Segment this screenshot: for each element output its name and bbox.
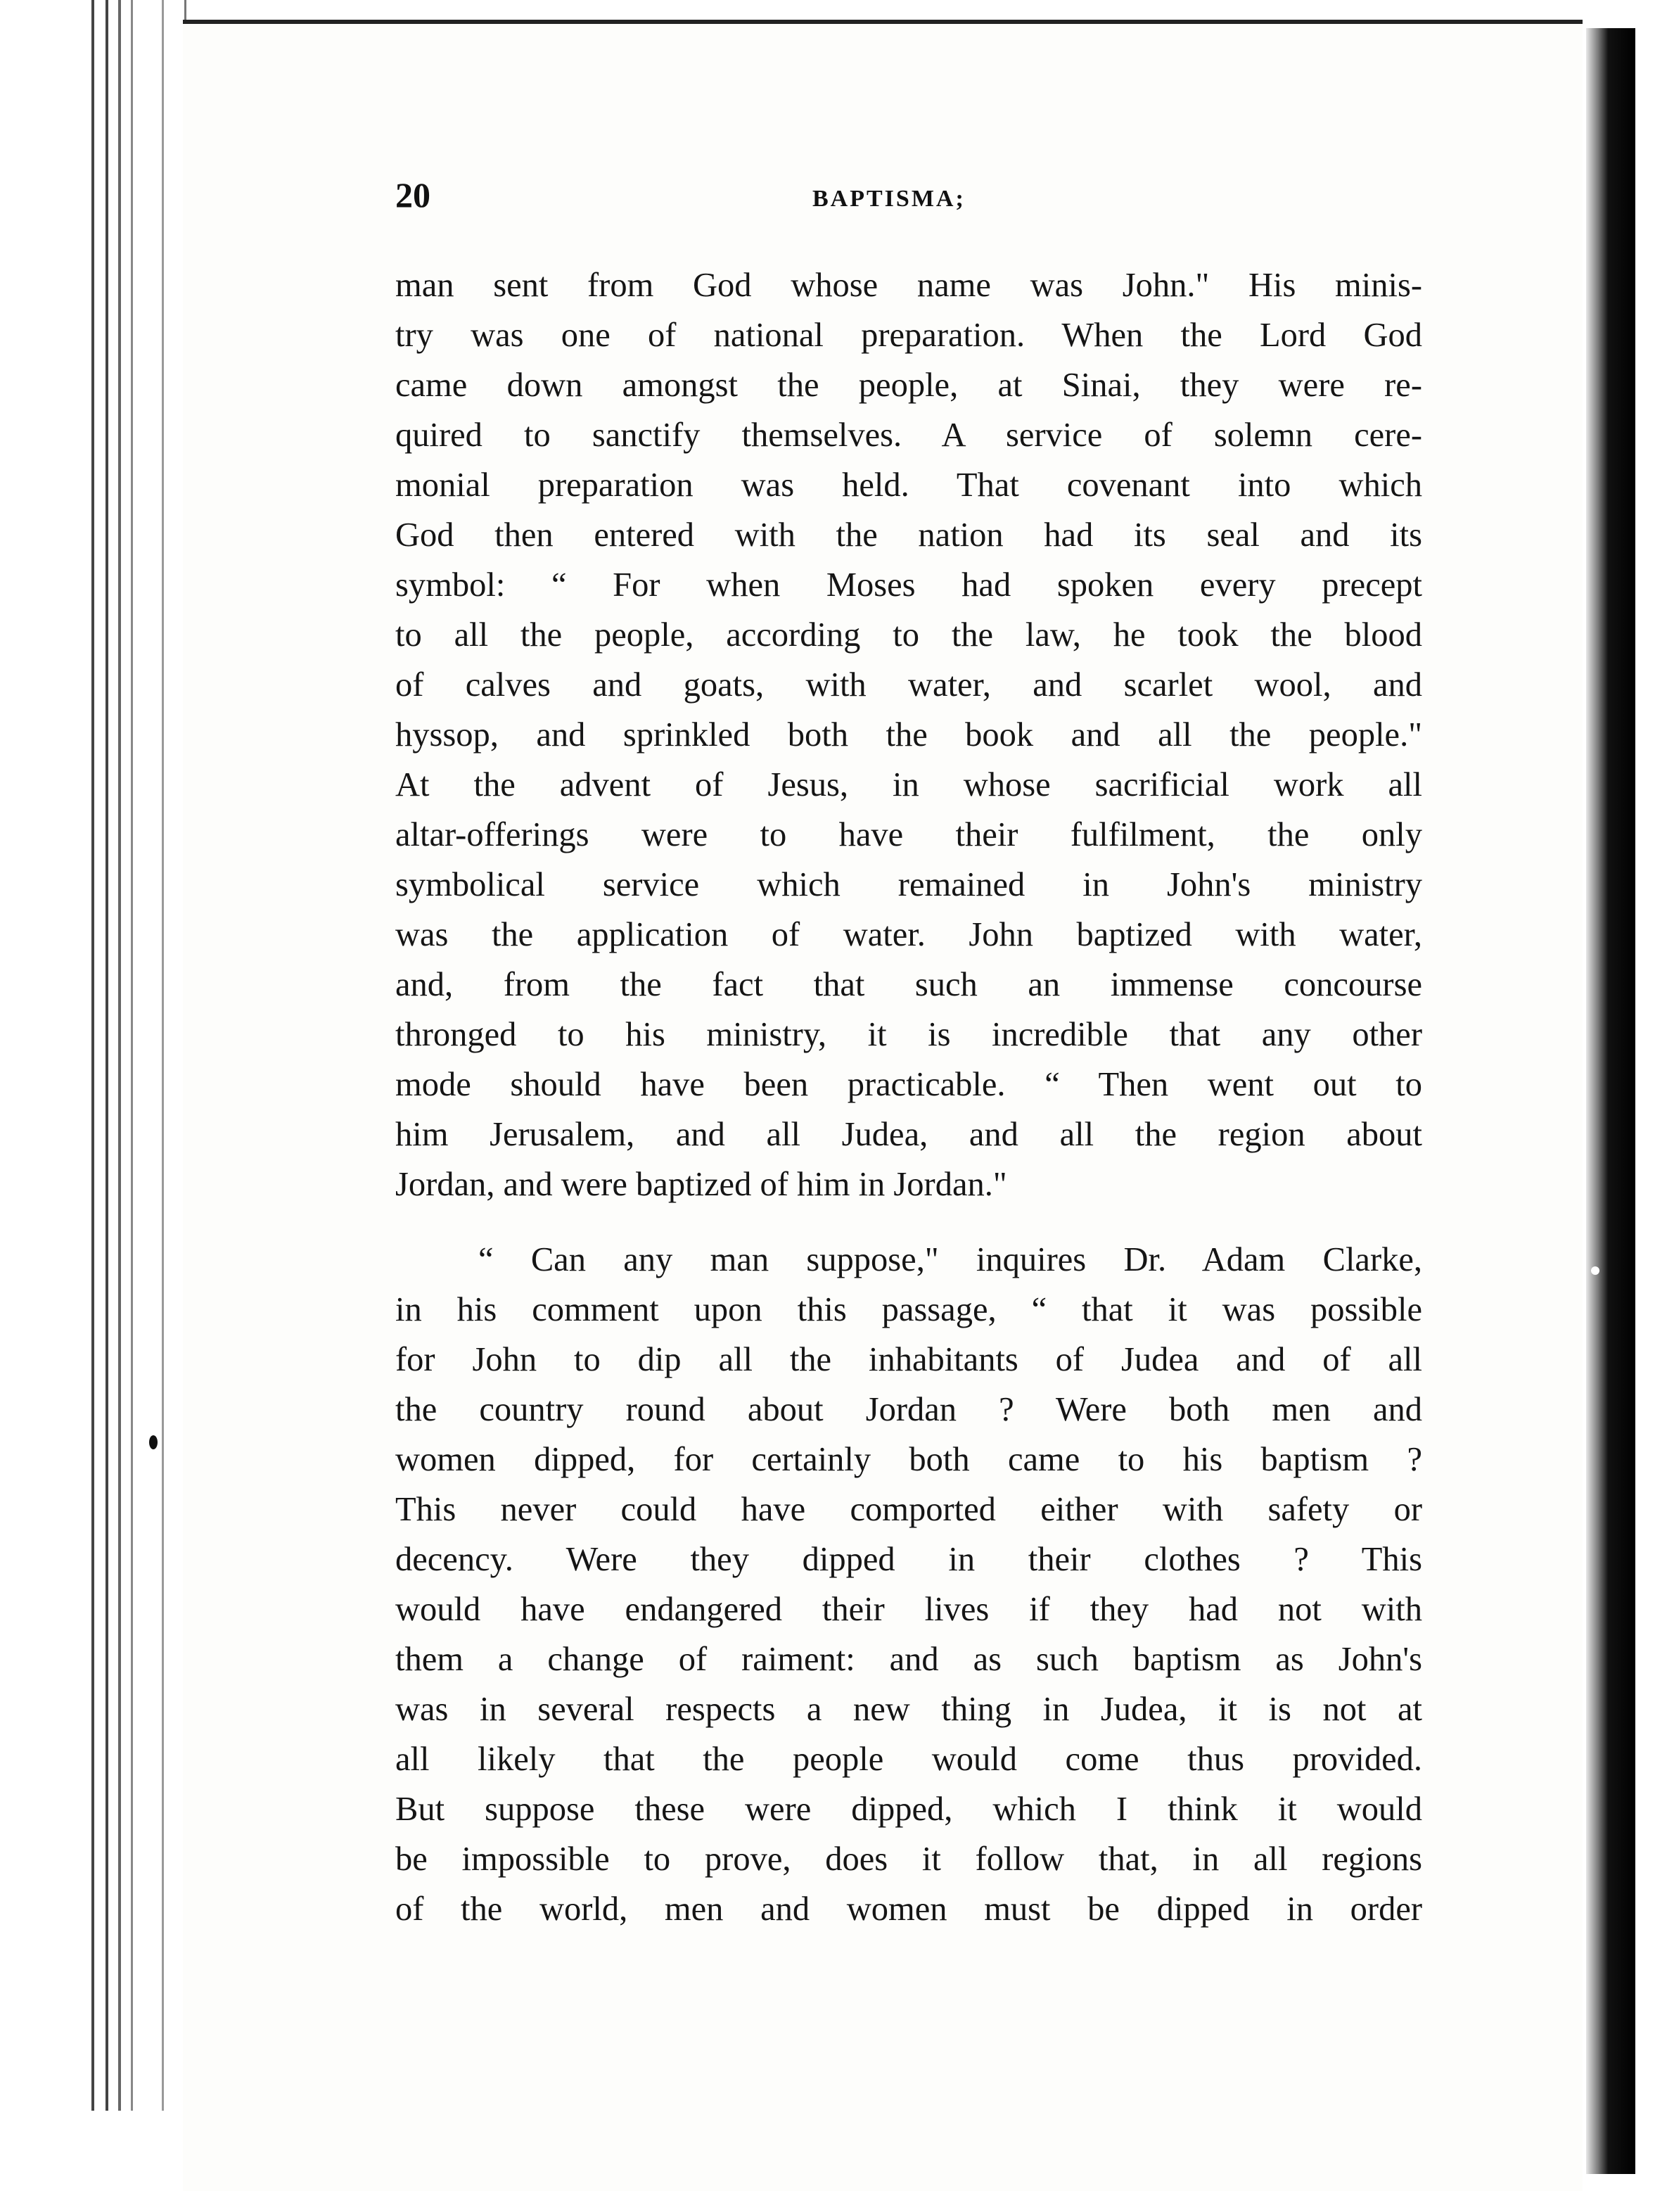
text-line: women dipped, for certainly both came to his baptism ?	[395, 1441, 1422, 1478]
text-line: him Jerusalem, and all Judea, and all the region about	[395, 1116, 1422, 1153]
paragraph-1	[395, 260, 1422, 1209]
page-edge-line	[162, 0, 164, 2111]
text-line: God then entered with the nation had its seal and its	[395, 516, 1422, 554]
page-edge-line	[106, 0, 108, 2111]
binding-shadow	[1586, 28, 1635, 2174]
text-line: mode should have been practicable. “ Then went out to	[395, 1066, 1422, 1103]
text-line: altar-offerings were to have their fulfilment, the only	[395, 816, 1422, 853]
text-line: This never could have comported either with safety or	[395, 1491, 1422, 1528]
text-line: and, from the fact that such an immense concourse	[395, 966, 1422, 1003]
paragraph-2	[395, 1235, 1422, 1934]
text-line: Jordan, and were baptized of him in Jordan."	[395, 1166, 1007, 1203]
text-line: would have endangered their lives if they had not with	[395, 1591, 1422, 1628]
running-head: BAPTISMA;	[812, 186, 966, 212]
text-line: symbol: “ For when Moses had spoken every precept	[395, 566, 1422, 604]
text-line: them a change of raiment: and as such baptism as John's	[395, 1641, 1422, 1678]
text-line: to all the people, according to the law, he took the blood	[395, 616, 1422, 654]
text-line: of calves and goats, with water, and scarlet wool, and	[395, 666, 1422, 704]
page-number: 20	[395, 175, 430, 215]
text-line: “ Can any man suppose," inquires Dr. Adam Clarke,	[478, 1241, 1422, 1278]
page-edge-line	[131, 0, 133, 2111]
page-edge-line	[91, 0, 94, 2111]
text-line: was in several respects a new thing in Judea, it is not at	[395, 1691, 1422, 1728]
scan-margin	[1635, 14, 1674, 2212]
text-line: thronged to his ministry, it is incredible that any other	[395, 1016, 1422, 1053]
text-line: monial preparation was held. That covenant into which	[395, 466, 1422, 504]
paragraph-gap	[395, 1209, 1422, 1235]
scan-speck	[1591, 1266, 1599, 1275]
page-header	[395, 174, 1422, 217]
page-edges	[0, 0, 204, 2212]
text-line: hyssop, and sprinkled both the book and all the people."	[395, 716, 1422, 754]
text-line: was the application of water. John baptized with water,	[395, 916, 1422, 953]
text-line: But suppose these were dipped, which I think it would	[395, 1791, 1422, 1828]
body-text	[395, 260, 1422, 1934]
text-line: came down amongst the people, at Sinai, they were re-	[395, 367, 1422, 404]
text-line: for John to dip all the inhabitants of Judea and of all	[395, 1341, 1422, 1378]
text-line: the country round about Jordan ? Were both men and	[395, 1391, 1422, 1428]
text-line: try was one of national preparation. When the Lord God	[395, 317, 1422, 354]
text-line: decency. Were they dipped in their clothes ? This	[395, 1541, 1422, 1578]
text-line: all likely that the people would come thus provided.	[395, 1741, 1422, 1778]
scan-speck	[149, 1435, 158, 1449]
text-line: be impossible to prove, does it follow that, in all regions	[395, 1841, 1422, 1878]
text-line: of the world, men and women must be dipped in order	[395, 1890, 1422, 1928]
text-line: in his comment upon this passage, “ that it was possible	[395, 1291, 1422, 1328]
page-edge-line	[118, 0, 121, 2111]
text-line: quired to sanctify themselves. A service of solemn cere-	[395, 417, 1422, 454]
text-line: man sent from God whose name was John." His minis-	[395, 267, 1422, 304]
text-line: symbolical service which remained in John's ministry	[395, 866, 1422, 903]
text-line: At the advent of Jesus, in whose sacrificial work all	[395, 766, 1422, 803]
